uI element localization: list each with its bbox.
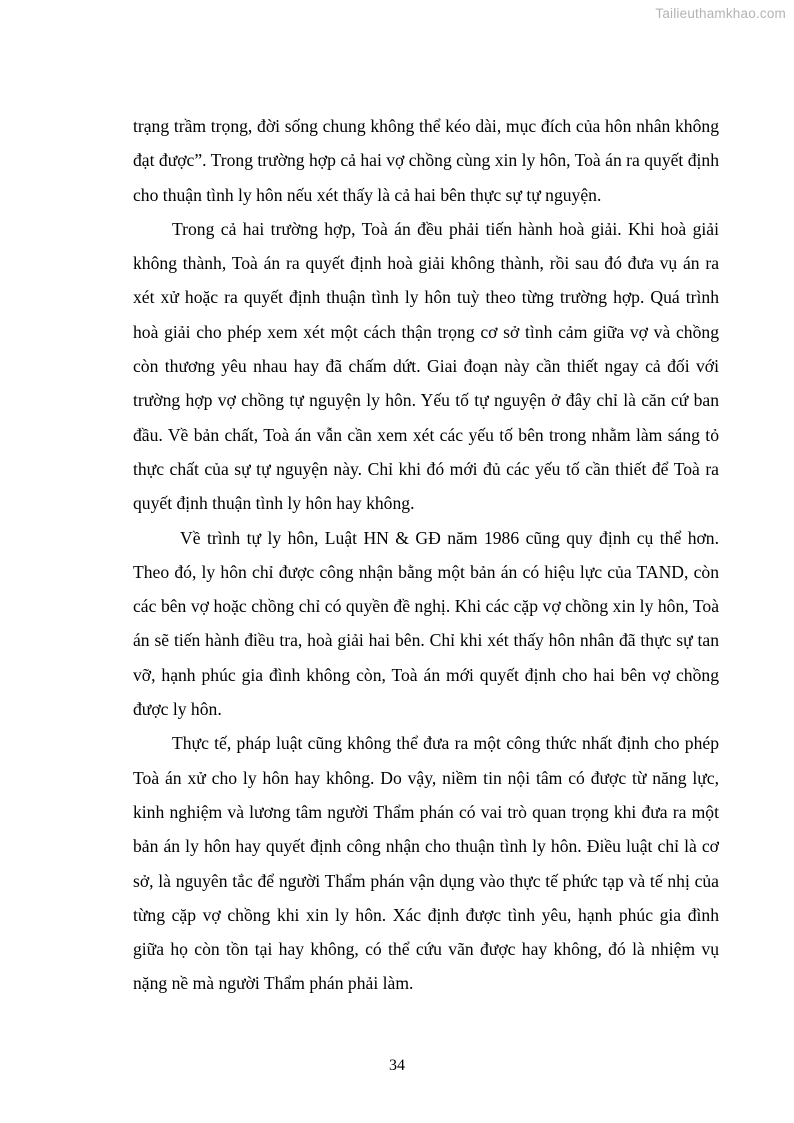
watermark-text: Tailieuthamkhao.com [655, 6, 786, 21]
paragraph-conciliation: Trong cả hai trường hợp, Toà án đều phải tiến hành hoà giải. Khi hoà giải không thành, Toà án ra quyết định hoà giải không thành, rồi sau đó đưa vụ án ra xét xử hoặc ra quyết định thuận tình ly hôn tuỳ theo từng trường hợp. Quá trình hoà giải cho phép xem xét một cách thận trọng cơ sở tình cảm giữa vợ và chồng còn thương yêu nhau hay đã chấm dứt. Giai đoạn này cần thiết ngay cả đối với trường hợp vợ chồng tự nguyện ly hôn. Yếu tố tự nguyện ở đây chỉ là căn cứ ban đầu. Về bản chất, Toà án vẫn cần xem xét các yếu tố bên trong nhằm làm sáng tỏ thực chất của sự tự nguyện này. Chỉ khi đó mới đủ các yếu tố cần thiết để Toà ra quyết định thuận tình ly hôn hay không. [133, 218, 719, 514]
page-number: 34 [389, 1057, 405, 1074]
paragraph-divorce-procedure: Về trình tự ly hôn, Luật HN & GĐ năm 1986 cũng quy định cụ thể hơn. Theo đó, ly hôn chỉ được công nhận bằng một bản án có hiệu lực của TAND, còn các bên vợ hoặc chồng chỉ có quyền đề nghị. Khi các cặp vợ chồng xin ly hôn, Toà án sẽ tiến hành điều tra, hoà giải hai bên. Chỉ khi xét thấy hôn nhân đã thực sự tan vỡ, hạnh phúc gia đình không còn, Toà án mới quyết định cho hai bên vợ chồng được ly hôn. [133, 527, 719, 720]
paragraph-judge-conviction: Thực tế, pháp luật cũng không thể đưa ra một công thức nhất định cho phép Toà án xử cho ly hôn hay không. Do vậy, niềm tin nội tâm có được từ năng lực, kinh nghiệm và lương tâm người Thẩm phán có vai trò quan trọng khi đưa ra một bản án ly hôn hay quyết định công nhận cho thuận tình ly hôn. Điều luật chỉ là cơ sở, là nguyên tắc để người Thẩm phán vận dụng vào thực tế phức tạp và tế nhị của từng cặp vợ chồng khi xin ly hôn. Xác định được tình yêu, hạnh phúc gia đình giữa họ còn tồn tại hay không, có thể cứu vãn được hay không, đó là nhiệm vụ nặng nề mà người Thẩm phán phải làm. [133, 733, 719, 994]
document-body [133, 109, 719, 1001]
paragraph-continuation: trạng trầm trọng, đời sống chung không thể kéo dài, mục đích của hôn nhân không đạt được”. Trong trường hợp cả hai vợ chồng cùng xin ly hôn, Toà án ra quyết định cho thuận tình ly hôn nếu xét thấy là cả hai bên thực sự tự nguyện. [133, 116, 719, 205]
